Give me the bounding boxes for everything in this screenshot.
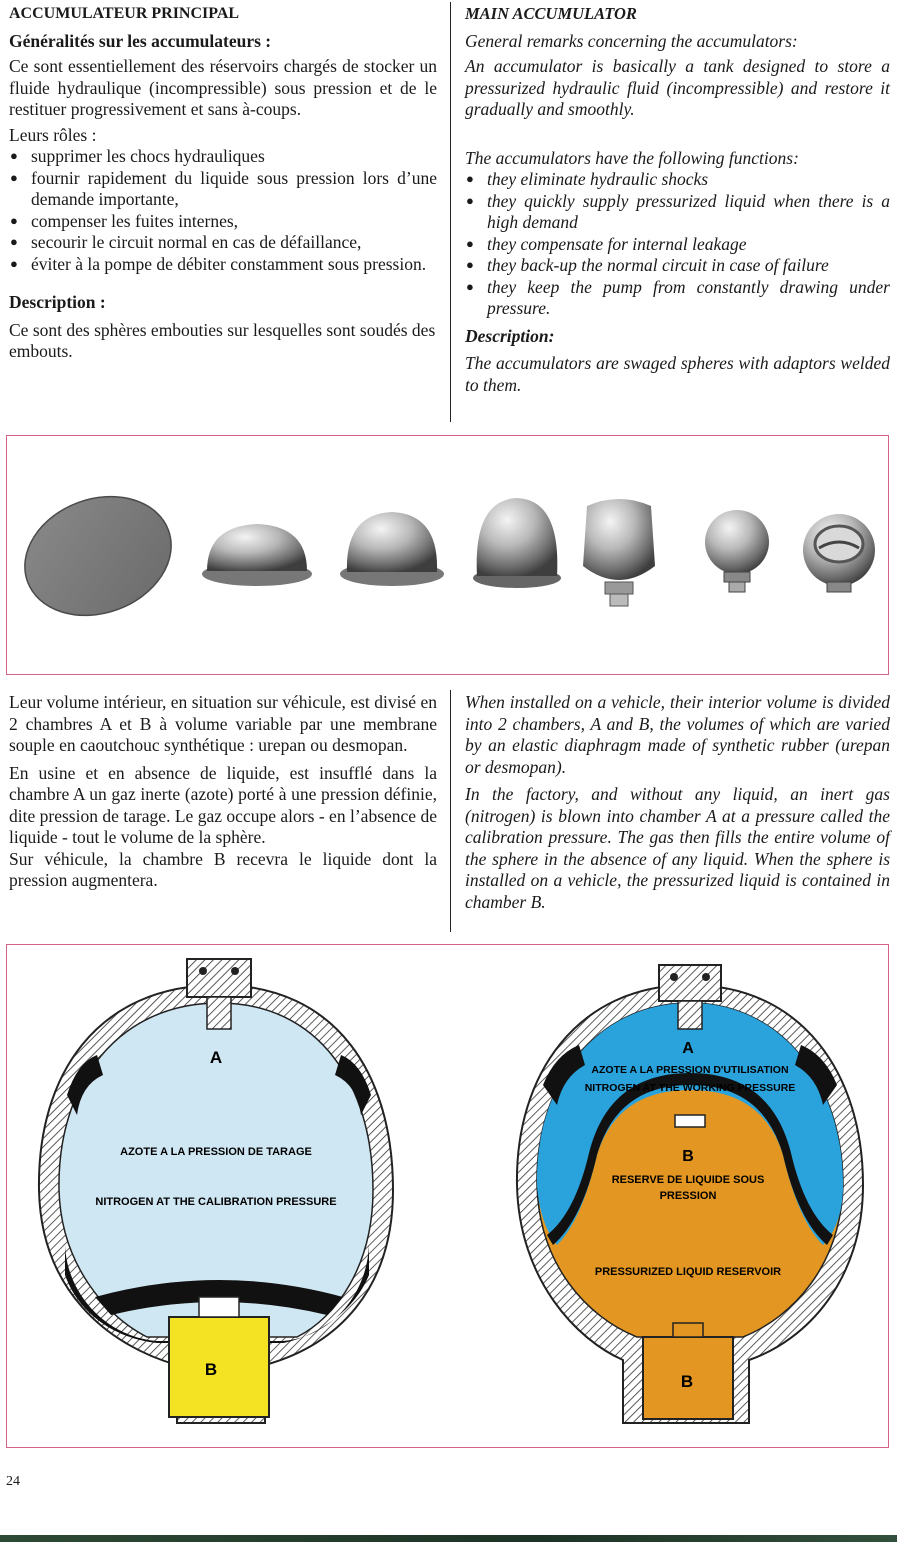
accumulator-cross-sections <box>7 945 888 1447</box>
general-heading-fr: Généralités sur les accumulateurs : <box>9 30 272 51</box>
general-text-en: An accumulator is basically a tank designed to store a pressurized hydraulic fluid (incompressible) and restore it gradually and smoothly. <box>465 56 890 119</box>
list-item: ● fournir rapidement du liquide sous pression lors d’une demande importante, <box>9 168 437 211</box>
stage-sectioned-sphere <box>803 514 875 592</box>
label-chamber-a: A <box>209 1048 223 1067</box>
label-nitrogen-working-fr: AZOTE A LA PRESSION D'UTILISATION <box>591 1064 789 1076</box>
general-text-fr: Ce sont essentiellement des réservoirs chargés de stocker un fluide hydraulique (incompressible) sous pression et de le restituer progressivement et sans à-coups. <box>9 56 437 119</box>
stage-deeper-cup <box>340 512 444 586</box>
list-item: ● secourir le circuit normal en cas de défaillance, <box>9 232 437 254</box>
description-heading-en: Description: <box>465 325 555 346</box>
accumulator-calibration-state <box>39 959 393 1423</box>
list-item: ● éviter à la pompe de débiter constamment sous pression. <box>9 254 437 276</box>
column-divider-top <box>450 2 451 422</box>
functions-heading-en: The accumulators have the following functions: <box>465 147 799 168</box>
functions-list-en <box>465 169 890 320</box>
label-liquid-reserve-en: PRESSURIZED LIQUID RESERVOIR <box>594 1266 782 1278</box>
sphere-forming-stages-illustration <box>7 436 888 674</box>
label-chamber-a: A <box>682 1040 694 1057</box>
chamber-b <box>169 1317 269 1417</box>
french-column-middle <box>9 692 437 892</box>
section-title-en: MAIN ACCUMULATOR <box>465 4 637 23</box>
top-plug <box>187 959 251 997</box>
factory-text-en: In the factory, and without any liquid, an inert gas (nitrogen) is blown into chamber A at a pressure called the calibration pressure. The gas then fills the entire volume of the sphere in the absence of any liquid. When the sphere is installed on a vehicle, the pressurized liquid is contained in chamber B. <box>465 784 890 912</box>
description-heading-fr: Description : <box>9 292 106 312</box>
roles-list-fr <box>9 146 437 275</box>
description-text-en: The accumulators are swaged spheres with adaptors welded to them. <box>465 353 890 395</box>
accumulator-diagram-frame <box>6 944 889 1448</box>
bottom-color-bar <box>0 1535 897 1542</box>
volume-text-en: When installed on a vehicle, their interior volume is divided into 2 chambers, A and B, the volumes of which are varied by an elastic diaphragm made of synthetic rubber (urepan or desmopan). <box>465 692 890 777</box>
list-item: ● supprimer les chocs hydrauliques <box>9 146 437 168</box>
section-title-fr: ACCUMULATEUR PRINCIPAL <box>9 5 240 22</box>
label-liquid-reserve-fr-1: RESERVE DE LIQUIDE SOUS <box>611 1174 765 1186</box>
stage-half-sphere <box>473 498 561 588</box>
column-divider-middle <box>450 690 451 932</box>
roles-heading-fr: Leurs rôles : <box>9 124 97 145</box>
stage-sphere-with-fitting <box>583 499 655 606</box>
list-item: ● they back-up the normal circuit in case of failure <box>465 255 890 277</box>
vehicle-text-fr: Sur véhicule, la chambre B recevra le liquide dont la pression augmentera. <box>9 848 437 890</box>
stage-shallow-cup <box>202 524 312 586</box>
general-heading-en: General remarks concerning the accumulators: <box>465 30 798 51</box>
label-nitrogen-calibration-fr: AZOTE A LA PRESSION DE TARAGE <box>120 1146 312 1158</box>
top-plug <box>659 965 721 1001</box>
accumulator-working-state <box>517 965 863 1423</box>
english-column-middle <box>465 692 890 913</box>
stage-flat-disc <box>8 477 188 635</box>
sphere-forming-photo-frame <box>6 435 889 675</box>
label-chamber-b: B <box>204 1360 218 1379</box>
english-column-top <box>465 3 890 396</box>
list-item: ● compenser les fuites internes, <box>9 211 437 233</box>
list-item: ● they quickly supply pressurized liquid when there is a high demand <box>465 191 890 234</box>
label-nitrogen-working-en: NITROGEN AT THE WORKING PRESSURE <box>584 1082 796 1094</box>
french-column-top <box>9 3 437 363</box>
label-chamber-b-upper: B <box>682 1148 694 1165</box>
label-liquid-reserve-fr-2: PRESSION <box>659 1190 717 1202</box>
list-item: ● they keep the pump from constantly drawing under pressure. <box>465 277 890 320</box>
list-item: ● they eliminate hydraulic shocks <box>465 169 890 191</box>
list-item: ● they compensate for internal leakage <box>465 234 890 256</box>
volume-text-fr: Leur volume intérieur, en situation sur véhicule, est divisé en 2 chambres A et B à volume variable par une membrane souple en caoutchouc synthétique : urepan ou desmopan. <box>9 692 437 755</box>
label-chamber-b-lower: B <box>680 1372 694 1391</box>
page-number: 24 <box>6 1474 20 1489</box>
stage-finished-sphere <box>705 510 769 592</box>
factory-text-fr: En usine et en absence de liquide, est insufflé dans la chambre A un gaz inerte (azote) porté à une pression définie, dite pression de tarage. Le gaz occupe alors - en l’absence de liquide - tout le volume de la sphère. <box>9 762 437 847</box>
description-text-fr: Ce sont des sphères embouties sur lesquelles sont soudés des embouts. <box>9 319 436 361</box>
label-nitrogen-calibration-en: NITROGEN AT THE CALIBRATION PRESSURE <box>95 1196 337 1208</box>
